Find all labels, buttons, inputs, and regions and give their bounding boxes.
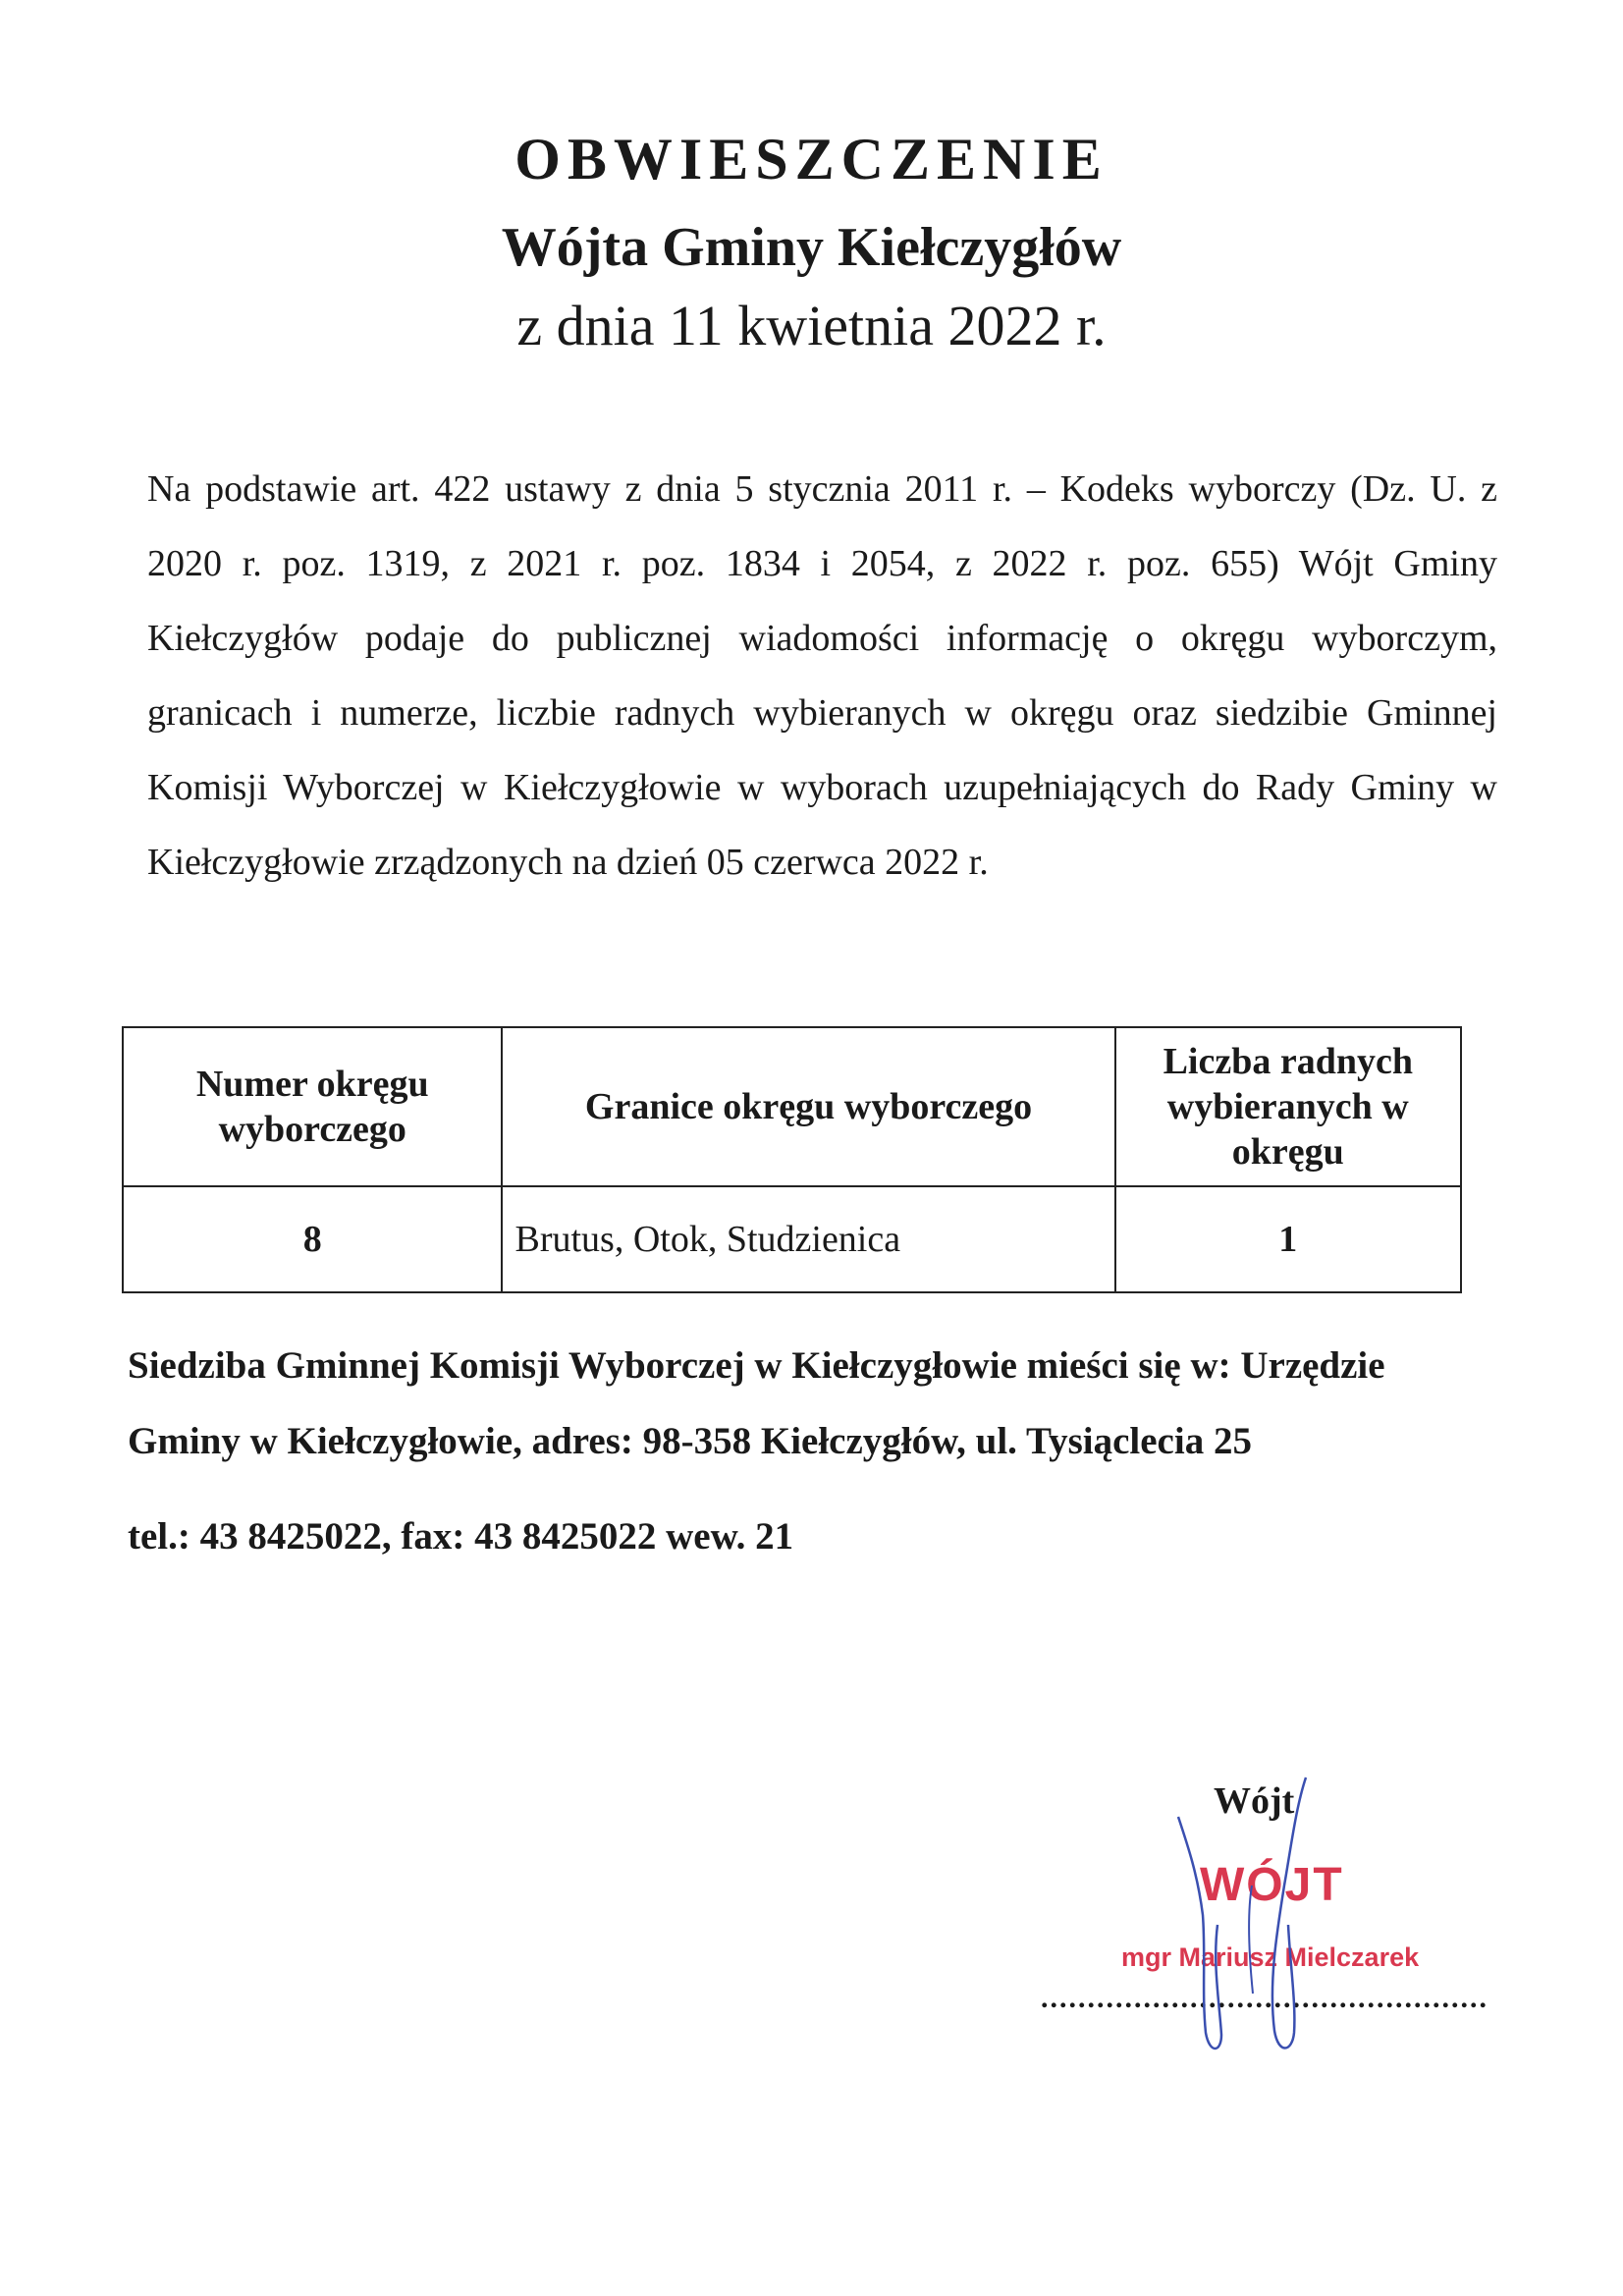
table-row: [123, 1186, 1461, 1292]
signature-label: Wójt: [1214, 1780, 1295, 1822]
table-header-row: [123, 1027, 1461, 1186]
commission-seat-info: [128, 1328, 1483, 1574]
intro-paragraph: Na podstawie art. 422 ustawy z dnia 5 stycznia 2011 r. – Kodeks wyborczy (Dz. U. z 2020 r. poz. 1319, z 2021 r. poz. 1834 i 2054, z 2022 r. poz. 655) Wójt Gminy Kiełczygłów podaje do publicznej wiadomości informację o okręgu wyborczym, granicach i numerze, liczbie radnych wybieranych w okręgu oraz siedzibie Gminnej Komisji Wyborczej w Kiełczygłowie w wyborach uzupełniających do Rady Gminy w Kiełczygłowie zrządzonych na dzień 05 czerwca 2022 r.: [147, 468, 1497, 883]
signature-line: ................................................: [1041, 1982, 1488, 2014]
cell-district-number: 8: [123, 1186, 502, 1292]
district-table: [122, 1026, 1462, 1293]
seat-address: Siedziba Gminnej Komisji Wyborczej w Kiełczygłowie mieści się w: Urzędzie Gminy w Kiełczygłowie, adres: 98-358 Kiełczygłów, ul. Tysiąclecia 25: [128, 1344, 1385, 1462]
document-date: z dnia 11 kwietnia 2022 r.: [516, 294, 1107, 357]
header-councillors-count: Liczba radnych wybieranych w okręgu: [1115, 1027, 1461, 1186]
header-district-number: Numer okręgu wyborczego: [123, 1027, 502, 1186]
stamp-name: mgr Mariusz Mielczarek: [1121, 1942, 1420, 1972]
handwritten-signature: [1159, 1768, 1335, 2062]
seat-contact: tel.: 43 8425022, fax: 43 8425022 wew. 21: [128, 1515, 794, 1558]
document-title: OBWIESZCZENIE: [514, 127, 1109, 191]
stamp-title: WÓJT: [1200, 1859, 1344, 1911]
header-district-boundaries: Granice okręgu wyborczego: [502, 1027, 1114, 1186]
document-subtitle: Wójta Gminy Kiełczygłów: [501, 217, 1122, 278]
cell-district-boundaries: Brutus, Otok, Studzienica: [502, 1186, 1114, 1292]
cell-councillors-count: 1: [1115, 1186, 1461, 1292]
